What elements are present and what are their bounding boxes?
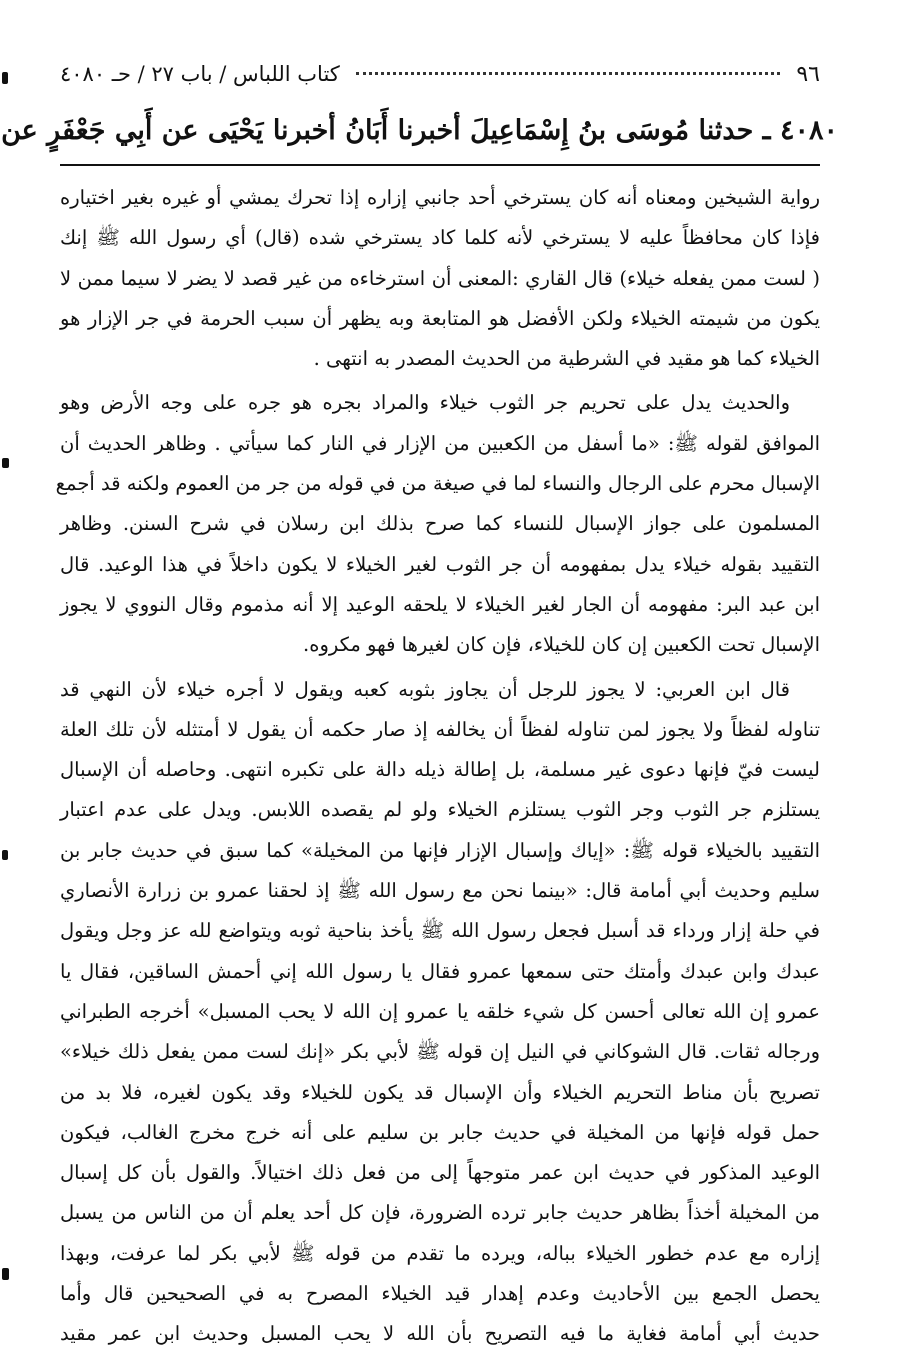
separator-rule: [60, 164, 820, 166]
text-line: فإذا كان محافظاً عليه لا يسترخي لأنه كلما كاد يسترخي شده (قال) أي رسول الله ﷺ إنك: [60, 226, 820, 250]
text-line: الإسبال محرم على الرجال والنساء لما في صيغة من في قوله من جر من العموم ولكنه قد أجمع: [55, 472, 820, 496]
text-line: ليست فيّ فإنها دعوى غير مسلمة، بل إطالة ذيله دالة على تكبره انتهى. وحاصله أن الإسبال: [60, 758, 820, 782]
text-line: المسلمون على جواز الإسبال للنساء كما صرح بذلك ابن رسلان في شرح السنن. وظاهر: [60, 512, 820, 536]
text-line: رواية الشيخين ومعناه أنه كان يسترخي أحد جانبي إزاره إذا تحرك يمشي أو غيره بغير اختياره: [60, 186, 820, 209]
commentary-paragraph: [60, 178, 820, 379]
text-line: الخيلاء كما هو مقيد في الشرطية من الحديث المصدر به انتهى .: [313, 347, 820, 371]
text-line: الوعيد المذكور في حديث ابن عمر متوجهاً إلى من فعل ذلك اختيالاً. والقول بأن كل إسبال: [60, 1161, 820, 1185]
commentary-body: [55, 178, 820, 1346]
scan-artifact: [2, 72, 8, 84]
text-line: من المخيلة أخذاً بظاهر حديث جابر ترده الضرورة، فإن كل أحد يعلم أن من الناس من يسبل: [60, 1201, 820, 1225]
text-line: والحديث يدل على تحريم جر الثوب خيلاء والمراد بجره هو جره على وجه الأرض وهو: [60, 391, 790, 415]
text-line: ابن عبد البر: مفهومه أن الجار لغير الخيلاء لا يلحقه الوعيد إلا أنه مذموم وقال النووي لا يجوز: [60, 592, 820, 616]
running-header: [60, 58, 820, 90]
text-line: التقييد بقوله خيلاء يدل بمفهومه أن جر الثوب لغير الخيلاء لا يكون داخلاً في هذا الوعيد. قال: [60, 552, 820, 576]
hadith-chain-line: ٤٠٨٠ ـ حدثنا مُوسَى بنُ إِسْمَاعِيلَ أخبرنا أَبَانُ أخبرنا يَحْيَى عن أَبِي جَعْفَرٍ عن: [1, 115, 838, 146]
text-line: قال ابن العربي: لا يجوز للرجل أن يجاوز بثوبه كعبه ويقول لا أجره خيلاء لأن النهي قد: [60, 677, 790, 701]
commentary-paragraph: [55, 383, 820, 665]
text-line: إزاره مع عدم خطور الخيلاء بباله، ويرده ما تقدم من قوله ﷺ لأبي بكر لما عرفت، وبهذا: [60, 1241, 820, 1265]
scan-artifact: [2, 1268, 9, 1280]
text-line: يستلزم جر الثوب وجر الثوب يستلزم الخيلاء ولو لم يقصده اللابس. ويدل على عدم اعتبار: [60, 798, 820, 822]
text-line: في حلة إزار ورداء قد أسبل فجعل رسول الله ﷺ يأخذ بناحية ثوبه ويتواضع لله عز وجل ويقول: [60, 919, 820, 943]
commentary-paragraph: [60, 670, 820, 1355]
scan-artifact: [2, 458, 9, 468]
text-line: حمل قوله فإنها من المخيلة في حديث جابر بن سليم على أنه خرج مخرج الغالب، فيكون: [60, 1120, 820, 1144]
text-line: تصريح بأن مناط التحريم الخيلاء وأن الإسبال قد يكون للخيلاء وقد يكون لغيره، فلا بد من: [60, 1080, 820, 1104]
text-line: عبدك وابن عبدك وأمتك حتى سمعها عمرو فقال يا رسول الله إني أحمش الساقين، فقال يا: [60, 959, 820, 983]
text-line: يحصل الجمع بين الأحاديث وعدم إهدار قيد الخيلاء المصرح به في الصحيحين قال وأما: [60, 1282, 820, 1306]
text-line: حديث أبي أمامة فغاية ما فيه التصريح بأن الله لا يحب المسبل وحديث ابن عمر مقيد: [60, 1322, 820, 1346]
chapter-reference: كتاب اللباس / باب ٢٧ / حـ ٤٠٨٠: [60, 62, 340, 86]
text-line: التقييد بالخيلاء قوله ﷺ: «إياك وإسبال الإزار فإنها من المخيلة» كما سبق في حديث جابر بن: [60, 838, 820, 862]
text-line: سليم وحديث أبي أمامة قال: «بينما نحن مع رسول الله ﷺ إذ لحقنا عمرو بن زرارة الأنصاري: [60, 879, 820, 903]
dotted-leader: [356, 58, 781, 75]
scan-artifact: [2, 850, 8, 860]
text-line: يكون من شيمته الخيلاء ولكن الأفضل هو المتابعة وبه يظهر أن سبب الحرمة في جر الإزار هو: [60, 306, 820, 330]
text-line: ورجاله ثقات. قال الشوكاني في النيل إن قوله ﷺ لأبي بكر «إنك لست ممن يفعل ذلك خيلاء»: [60, 1040, 820, 1064]
text-line: عمرو إن الله تعالى أحسن كل شيء خلقه يا عمرو إن الله لا يحب المسبل» أخرجه الطبراني: [60, 999, 820, 1023]
text-line: ( لست ممن يفعله خيلاء) قال القاري :المعنى أن استرخاءه من غير قصد لا يضر لا سيما ممن لا: [60, 266, 820, 290]
text-line: الموافق لقوله ﷺ: «ما أسفل من الكعبين من الإزار في النار كما سيأتي . وظاهر الحديث أن: [60, 431, 820, 455]
text-line: الإسبال تحت الكعبين إن كان للخيلاء، فإن كان لغيرها فهو مكروه.: [303, 633, 820, 657]
page-number: ٩٦: [796, 61, 820, 87]
text-line: تناوله لفظاً ولا يجوز لمن تناوله لفظاً أن يخالفه إذ صار حكمه أن يقول لا أمتثله لأن تلك العلة: [60, 717, 820, 741]
